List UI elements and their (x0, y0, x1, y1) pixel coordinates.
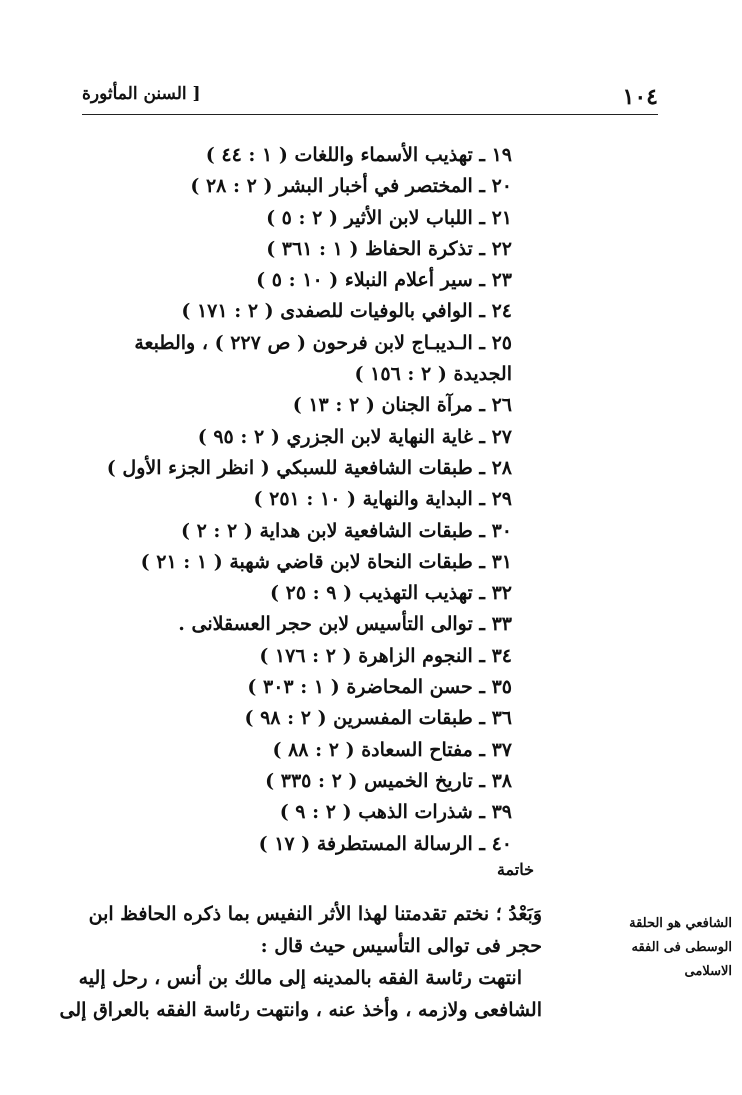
reference-item: ٣٥ ـ حسن المحاضرة ( ١ : ٣٠٣ ) (247, 676, 512, 699)
paragraph-line: وَبَعْدُ ؛ نختم تقدمتنا لهذا الأثر النفيس بما ذكره الحافظ ابن (88, 903, 542, 925)
reference-item: ٢٤ ـ الوافي بالوفيات للصفدى ( ٢ : ١٧١ ) (181, 300, 512, 323)
reference-item: ٢٨ ـ طبقات الشافعية للسبكي ( انظر الجزء الأول ) (106, 456, 512, 479)
reference-list (92, 140, 512, 860)
reference-item: ٢٧ ـ غاية النهاية لابن الجزري ( ٢ : ٩٥ ) (197, 425, 512, 448)
reference-item-continuation: الجديدة ( ٢ : ١٥٦ ) (354, 363, 512, 386)
reference-item: ٣٨ ـ تاريخ الخميس ( ٢ : ٣٣٥ ) (265, 769, 512, 792)
reference-item: ١٩ ـ تهذيب الأسماء واللغات ( ١ : ٤٤ ) (205, 144, 512, 166)
reference-item: ٣٦ ـ طبقات المفسرين ( ٢ : ٩٨ ) (244, 707, 512, 730)
reference-item: ٣٩ ـ شذرات الذهب ( ٢ : ٩ ) (279, 801, 512, 824)
reference-item: ٣٠ ـ طبقات الشافعية لابن هداية ( ٢ : ٢ ) (180, 519, 512, 542)
reference-item: ٤٠ ـ الرسالة المستطرفة ( ١٧ ) (258, 832, 512, 855)
page-header (82, 80, 658, 115)
reference-item: ٢٣ ـ سير أعلام النبلاء ( ١٠ : ٥ ) (256, 269, 512, 292)
reference-item: ٢٩ ـ البداية والنهاية ( ١٠ : ٢٥١ ) (253, 488, 512, 511)
conclusion-paragraph (59, 898, 542, 1026)
running-head: [ السنن المأثورة (82, 84, 201, 104)
reference-item: ٢٢ ـ تذكرة الحفاظ ( ١ : ٣٦١ ) (266, 237, 512, 260)
reference-item: ٢٥ ـ الـديبـاج لابن فرحون ( ص ٢٢٧ ) ، والطبعة (134, 331, 512, 354)
page-number: ١٠٤ (622, 84, 658, 110)
paragraph-line: انتهت رئاسة الفقه بالمدينه إلى مالك بن أنس ، رحل إليه (78, 967, 522, 989)
section-heading-conclusion: خاتمة (496, 860, 534, 879)
reference-item: ٣٤ ـ النجوم الزاهرة ( ٢ : ١٧٦ ) (259, 644, 512, 667)
margin-note: الشافعي هو الحلقة الوسطى فى الفقه الاسلامى (629, 916, 732, 979)
paragraph-line: الشافعى ولازمه ، وأخذ عنه ، وانتهت رئاسة الفقه بالعراق إلى (59, 999, 542, 1021)
paragraph-line: حجر فى توالى التأسيس حيث قال : (260, 935, 542, 957)
reference-item: ٣١ ـ طبقات النحاة لابن قاضي شهبة ( ١ : ٢١ ) (140, 550, 512, 573)
reference-item: ٢٦ ـ مرآة الجنان ( ٢ : ١٣ ) (292, 394, 512, 417)
reference-item: ٣٣ ـ توالى التأسيس لابن حجر العسقلانى . (178, 613, 512, 636)
reference-item: ٣٧ ـ مفتاح السعادة ( ٢ : ٨٨ ) (272, 738, 512, 761)
reference-item: ٣٢ ـ تهذيب التهذيب ( ٩ : ٢٥ ) (270, 582, 512, 605)
reference-item: ٢٠ ـ المختصر في أخبار البشر ( ٢ : ٢٨ ) (190, 175, 512, 198)
reference-item: ٢١ ـ اللباب لابن الأثير ( ٢ : ٥ ) (266, 206, 512, 229)
